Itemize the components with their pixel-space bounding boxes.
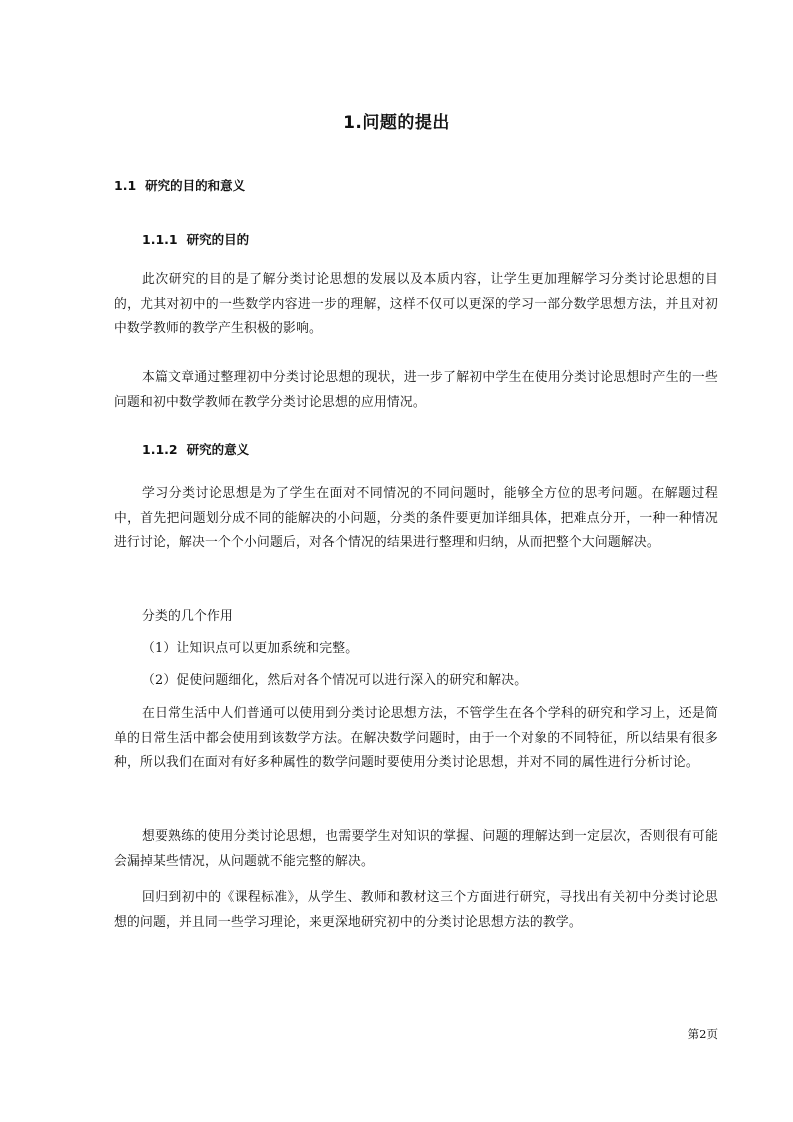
paragraph: 想要熟练的使用分类讨论思想，也需要学生对知识的掌握、问题的理解达到一定层次，否则很有可能会漏掉某些情况，从问题就不能完整的解决。 [114,829,718,869]
paragraph: 学习分类讨论思想是为了学生在面对不同情况的不同问题时，能够全方位的思考问题。在解题过程中，首先把问题划分成不同的能解决的小问题，分类的条件要更加详细具体，把难点分开，一种一种情况进行讨论，解决一个个小问题后，对各个情况的结果进行整理和归纳，从而把整个大问题解决。 [114,486,718,550]
section-number: 1.1 [114,178,137,193]
subsection-title: 研究的意义 [186,442,250,457]
paragraph: 本篇文章通过整理初中分类讨论思想的现状，进一步了解初中学生在使用分类讨论思想时产生的一些问题和初中数学教师在教学分类讨论思想的应用情况。 [114,370,718,410]
list-item: （2）促使问题细化，然后对各个情况可以进行深入的研究和解决。 [142,673,528,688]
section-heading [114,176,245,194]
subsection-heading-significance [142,440,249,458]
paragraph: 回归到初中的《课程标准》，从学生、教师和教材这三个方面进行研究，寻找出有关初中分类讨论思想的问题，并且同一些学习理论，来更深地研究初中的分类讨论思想方法的教学。 [114,890,718,930]
subsection-number: 1.1.2 [142,442,178,457]
subsection-title: 研究的目的 [186,232,250,247]
paragraph: 此次研究的目的是了解分类讨论思想的发展以及本质内容，让学生更加理解学习分类讨论思想的目的，尤其对初中的一些数学内容进一步的理解，这样不仅可以更深的学习一部分数学思想方法，并且对初中数学教师的教学产生积极的影响。 [114,272,718,336]
paragraph: 在日常生活中人们普通可以使用到分类讨论思想方法，不管学生在各个学科的研究和学习上，还是简单的日常生活中都会使用到该数学方法。在解决数学问题时，由于一个对象的不同特征，所以结果有很多种，所以我们在面对有好多种属性的数学问题时要使用分类讨论思想，并对不同的属性进行分析讨论。 [114,706,718,770]
list-item: （1）让知识点可以更加系统和完整。 [142,641,359,656]
subsection-heading-purpose [142,230,249,248]
page-number: 第2页 [687,1027,718,1041]
section-title: 研究的目的和意义 [145,178,246,193]
chapter-title: 1.问题的提出 [343,113,450,133]
paragraph: 分类的几个作用 [142,609,233,624]
subsection-number: 1.1.1 [142,232,178,247]
